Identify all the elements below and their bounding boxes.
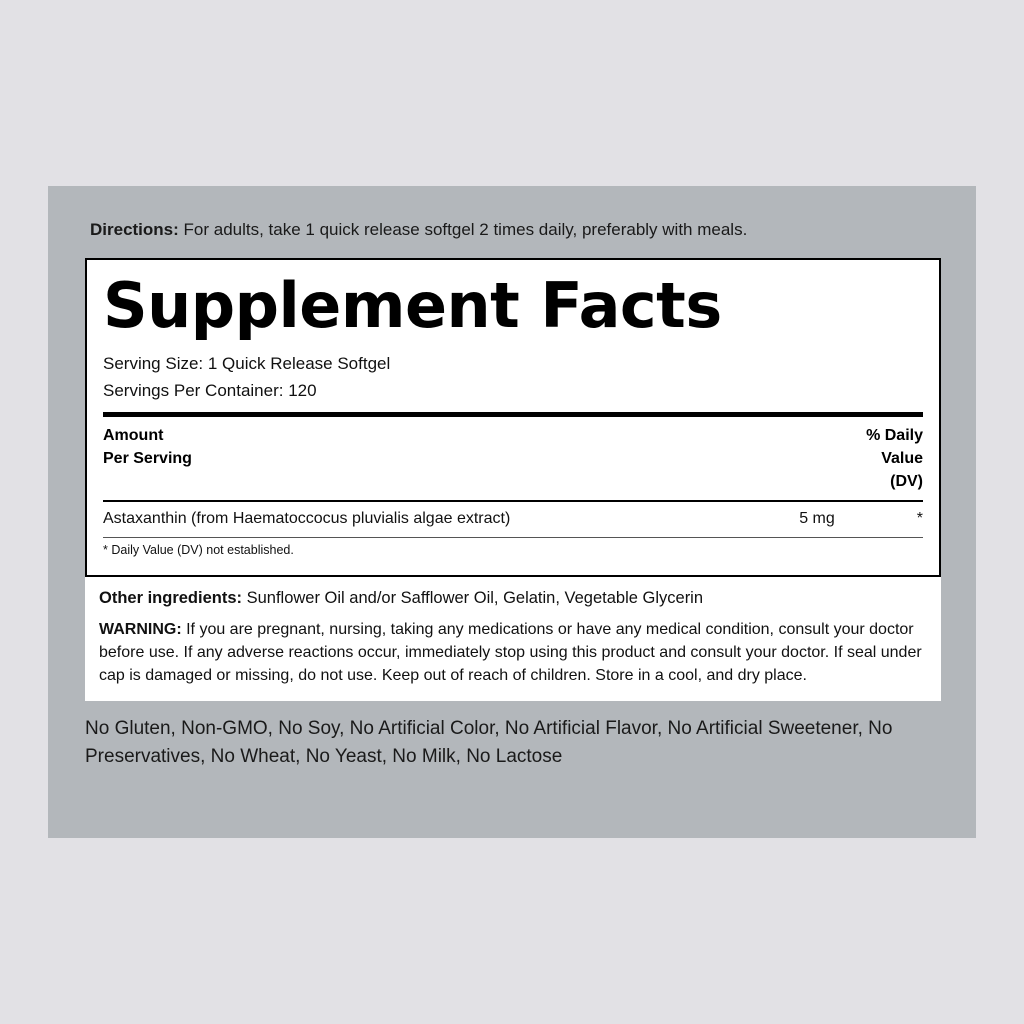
nutrient-amount: 5 mg [799,510,835,528]
supplement-label-panel [48,186,976,838]
warning-text: If you are pregnant, nursing, taking any medications or have any medical condition, consult your doctor before use. If any adverse reactions occur, immediately stop using this product and consult your doctor. If seal under cap is damaged or missing, do not use. Keep out of reach of children. Store in a cool, and dry place. [99,621,922,684]
daily-value-footnote: * Daily Value (DV) not established. [103,543,294,558]
dv-header-line-3: (DV) [890,473,923,491]
amount-header-line-2: Per Serving [103,450,192,468]
other-ingredients [99,587,927,609]
table-row [103,502,923,537]
other-ingredients-label: Other ingredients: [99,589,243,607]
dv-header-line-1: % Daily [866,426,923,444]
dv-header-line-2: Value [881,450,923,468]
other-ingredients-text: Sunflower Oil and/or Safflower Oil, Gelatin, Vegetable Glycerin [242,589,704,607]
amount-per-serving-header [103,424,192,470]
amount-header-row [103,417,923,501]
directions-line [90,219,950,241]
amount-header-line-1: Amount [103,426,164,444]
serving-size: Serving Size: 1 Quick Release Softgel [103,354,391,374]
free-from-claims: No Gluten, Non-GMO, No Soy, No Artificial Color, No Artificial Flavor, No Artificial Sweetener, No Preservatives, No Wheat, No Yeast, No Milk, No Lactose [85,718,893,767]
supplement-facts-box [85,258,941,577]
nutrient-name: Astaxanthin (from Haematoccocus pluvialis algae extract) [103,510,511,528]
servings-per-container: Servings Per Container: 120 [103,380,317,400]
daily-value-header [866,424,923,494]
supplement-facts-title: Supplement Facts [103,269,722,342]
warning-text-block [99,619,927,687]
directions-text: For adults, take 1 quick release softgel 2 times daily, preferably with meals. [178,220,748,239]
other-info-block [85,577,941,701]
directions-label: Directions: [90,220,179,239]
nutrient-daily-value: * [916,510,923,528]
warning-label: WARNING: [99,621,182,639]
